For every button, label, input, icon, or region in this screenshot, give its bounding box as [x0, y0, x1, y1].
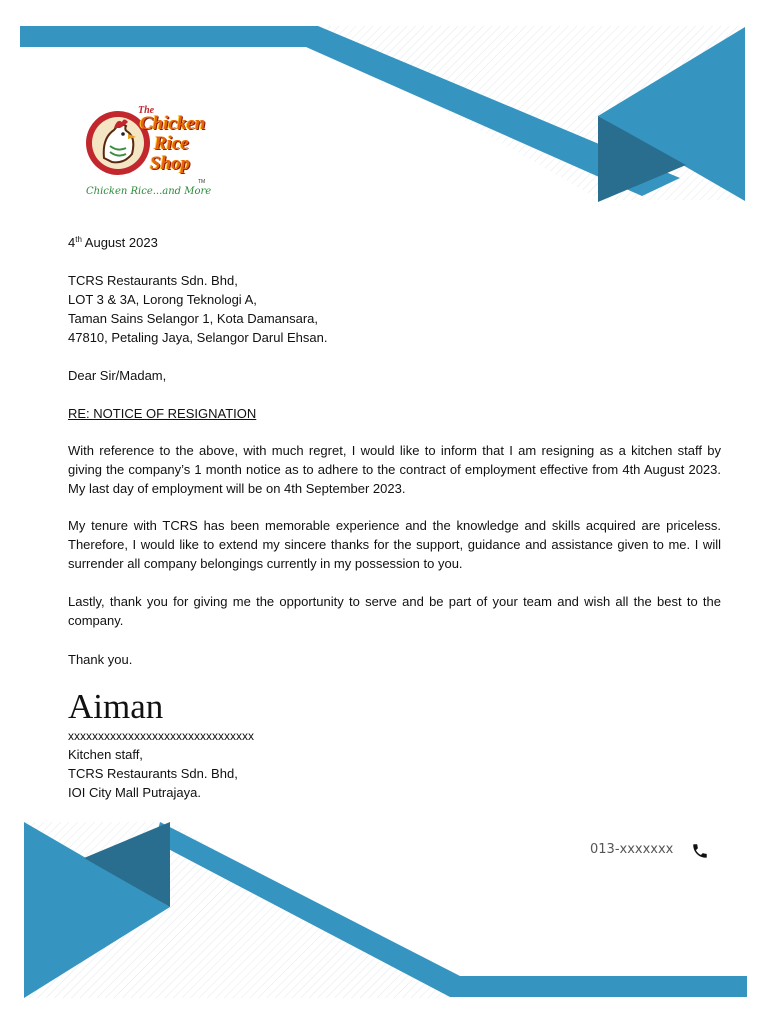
recipient-line: LOT 3 & 3A, Lorong Teknologi A,: [68, 292, 257, 307]
date-suffix: th: [75, 235, 82, 244]
recipient-line: 47810, Petaling Jaya, Selangor Darul Ehsan.: [68, 330, 328, 345]
logo-word-the: The: [138, 105, 155, 116]
sender-line: Kitchen staff,: [68, 747, 143, 762]
logo-word-shop: Shop: [150, 153, 191, 174]
phone-number: 013-xxxxxxx: [590, 842, 674, 857]
phone-icon: [691, 842, 709, 860]
subject-line: RE: NOTICE OF RESIGNATION: [68, 406, 257, 421]
sender-line: IOI City Mall Putrajaya.: [68, 785, 201, 800]
logo-tagline: Chicken Rice...and More: [86, 186, 212, 197]
name-placeholder: xxxxxxxxxxxxxxxxxxxxxxxxxxxxxxx: [68, 729, 254, 743]
date-month-year: August 2023: [81, 235, 158, 250]
body-paragraph: With reference to the above, with much regret, I would like to inform that I am resigning as a kitchen staff by giving the company’s 1 month notice as to adhere to the contract of employment effective from 4th August 2023. My last day of employment will be on 4th September 2023.: [68, 443, 721, 496]
logo-word-chicken: Chicken: [140, 113, 206, 134]
logo-word-rice: Rice: [154, 133, 189, 154]
salutation: Dear Sir/Madam,: [68, 368, 167, 383]
body-paragraph: My tenure with TCRS has been memorable experience and the knowledge and skills acquired are priceless. Therefore, I would like to extend my sincere thanks for the support, guidance and assistance given to me. I will surrender all company belongings currently in my possession to you.: [68, 518, 721, 571]
body-paragraph: Lastly, thank you for giving me the opportunity to serve and be part of your team and wish all the best to the company.: [68, 594, 721, 628]
company-logo: [80, 100, 220, 210]
recipient-line: TCRS Restaurants Sdn. Bhd,: [68, 273, 238, 288]
closing: Thank you.: [68, 652, 133, 667]
date-day: 4: [68, 235, 76, 250]
logo-trademark: TM: [198, 179, 206, 185]
signature: Aiman: [68, 687, 164, 726]
letter-date: [68, 233, 158, 252]
sender-line: TCRS Restaurants Sdn. Bhd,: [68, 766, 238, 781]
recipient-line: Taman Sains Selangor 1, Kota Damansara,: [68, 311, 319, 326]
